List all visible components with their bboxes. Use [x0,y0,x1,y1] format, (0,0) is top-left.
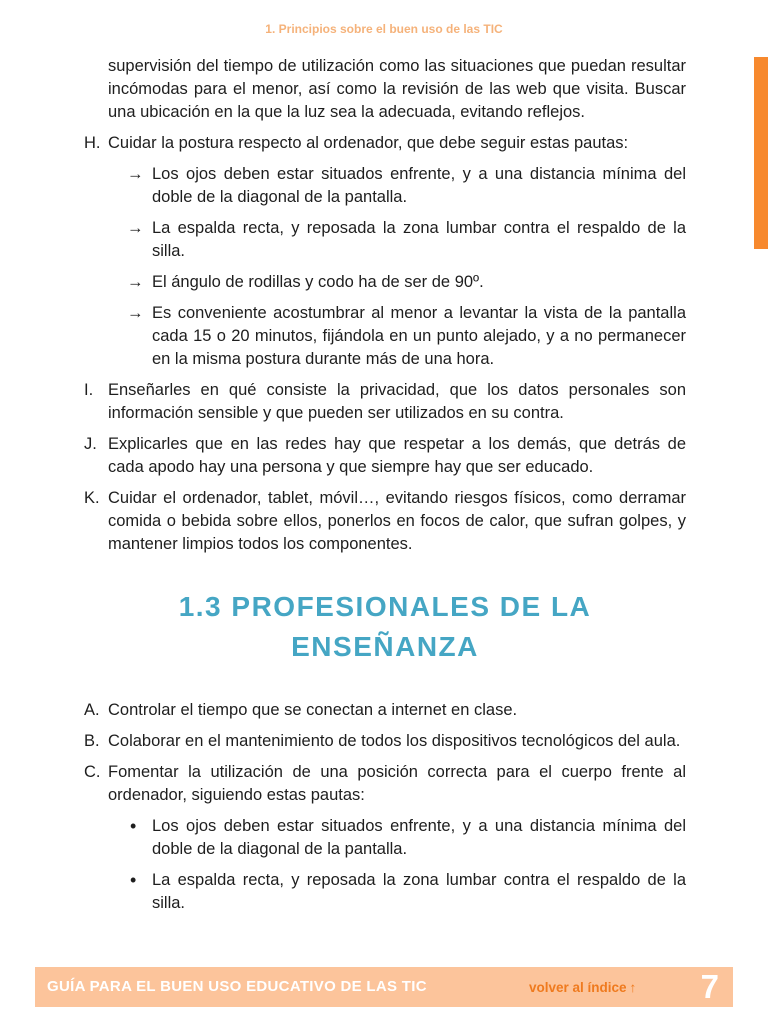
footer-title: GUÍA PARA EL BUEN USO EDUCATIVO DE LAS TIC [47,978,427,995]
section-heading: 1.3 PROFESIONALES DE LA ENSEÑANZA [178,591,592,662]
bullet-item [84,815,686,861]
sub-item-text: La espalda recta, y reposada la zona lumbar contra el respaldo de la silla. [152,219,686,260]
arrow-up-icon: ↑ [629,980,637,995]
list-marker: H. [84,134,101,152]
list-item-text: Enseñarles en qué consiste la privacidad, que los datos personales son información sensible y que pueden ser utilizados en su contra. [108,381,686,422]
list-marker: C. [84,763,101,781]
bullet-item-text: La espalda recta, y reposada la zona lumbar contra el respaldo de la silla. [152,871,686,912]
list-item-k [84,487,686,556]
arrow-right-icon: → [127,219,144,237]
sub-item-text: Los ojos deben estar situados enfrente, y a una distancia mínima del doble de la diagonal de la pantalla. [152,165,686,206]
arrow-right-icon: → [127,273,144,291]
list-item-text: Explicarles que en las redes hay que respetar a los demás, que detrás de cada apodo hay una persona y que siempre hay que ser educado. [108,435,686,476]
list-marker: A. [84,701,100,719]
arrow-right-icon: → [127,165,144,183]
running-header: 1. Principios sobre el buen uso de las TIC [265,22,503,36]
list-item-text: Cuidar el ordenador, tablet, móvil…, evitando riesgos físicos, como derramar comida o bebida sobre ellos, ponerlos en focos de calor, que sufran golpes, y mantener limpios todos los componentes. [108,489,686,553]
page-number: 7 [700,968,719,1005]
sub-item [84,163,686,209]
sub-item-text: Es conveniente acostumbrar al menor a levantar la vista de la pantalla cada 15 o 20 minutos, fijándola en un punto alejado, y a no permanecer en la misma postura durante más de una hora. [152,304,686,368]
list-item-j [84,433,686,479]
list-item-i [84,379,686,425]
arrow-right-icon: → [127,304,144,322]
back-to-index-link[interactable] [529,980,636,995]
list-item-a [84,699,686,722]
intro-continuation: supervisión del tiempo de utilización como las situaciones que puedan resultar incómodas para el menor, así como la revisión de las web que visita. Buscar una ubicación en la que la luz sea la adecuada, evitando reflejos. [108,57,686,121]
list-item-text: Fomentar la utilización de una posición correcta para el cuerpo frente al ordenador, siguiendo estas pautas: [108,763,686,804]
list-marker: K. [84,489,100,507]
bullet-icon: • [130,870,137,890]
sub-item [84,271,686,294]
back-to-index-label: volver al índice [529,980,627,995]
list-item-text: Colaborar en el mantenimiento de todos los dispositivos tecnológicos del aula. [108,732,681,750]
bullet-icon: • [130,816,137,836]
list-marker: I. [84,381,94,399]
page-footer [35,967,733,1007]
sub-item [84,302,686,371]
bullet-item [84,869,686,915]
page-content [84,55,686,915]
list-item-h [84,132,686,155]
list-marker: J. [84,435,97,453]
list-item-text: Controlar el tiempo que se conectan a internet en clase. [108,701,518,719]
list-item-b [84,730,686,753]
side-tab-marker [754,57,768,249]
sub-item-text: El ángulo de rodillas y codo ha de ser de 90º. [152,273,484,291]
bullet-item-text: Los ojos deben estar situados enfrente, y a una distancia mínima del doble de la diagonal de la pantalla. [152,817,686,858]
list-item-c [84,761,686,807]
list-item-text: Cuidar la postura respecto al ordenador, que debe seguir estas pautas: [108,134,629,152]
list-marker: B. [84,732,100,750]
sub-item [84,217,686,263]
